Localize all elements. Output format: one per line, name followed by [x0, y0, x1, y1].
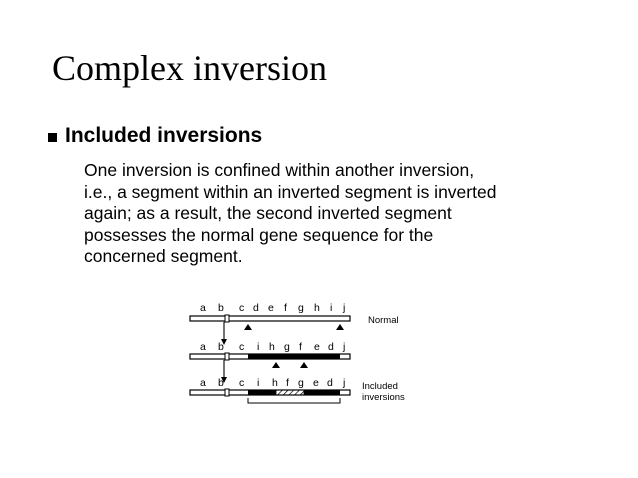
row-label-normal: Normal: [368, 315, 399, 326]
paragraph-line: concerned segment.: [84, 246, 243, 266]
centromere: [225, 389, 229, 396]
gene-label: e: [268, 302, 274, 314]
inverted-segment: [304, 390, 340, 395]
breakpoint-triangle: [336, 324, 344, 330]
inverted-segment: [248, 354, 340, 359]
gene-label: b: [218, 341, 224, 353]
row-label-included: [362, 381, 405, 403]
gene-label: f: [286, 377, 289, 389]
gene-label: j: [343, 377, 346, 389]
gene-label: g: [284, 341, 290, 353]
paragraph-line: i.e., a segment within an inverted segment is inverted: [84, 181, 497, 202]
gene-label: f: [284, 302, 287, 314]
gene-label: g: [298, 302, 304, 314]
breakpoint-triangle: [300, 362, 308, 368]
gene-label: c: [239, 341, 245, 353]
breakpoint-triangle: [244, 324, 252, 330]
square-bullet-icon: [48, 133, 57, 142]
chromosome-normal: [190, 302, 399, 345]
paragraph-line: One inversion is confined within another inversion,: [84, 160, 475, 180]
bracket-line: [248, 398, 340, 403]
bullet-item: [48, 124, 262, 148]
gene-label: g: [298, 377, 304, 389]
inversion-diagram: [180, 294, 440, 414]
inverted-segment: [248, 390, 276, 395]
gene-label: i: [257, 341, 260, 353]
gene-label: d: [328, 341, 334, 353]
reinverted-segment: [276, 390, 304, 395]
gene-label: d: [327, 377, 333, 389]
bullet-heading: Included inversions: [65, 124, 263, 147]
gene-label: a: [200, 341, 206, 353]
gene-label: j: [343, 341, 346, 353]
gene-label: e: [314, 341, 320, 353]
gene-label: b: [218, 377, 224, 389]
gene-label: h: [314, 302, 320, 314]
label-line: Included: [362, 381, 398, 392]
label-line: inversions: [362, 392, 405, 403]
slide-title: Complex inversion: [52, 48, 327, 88]
chromosome-bar: [190, 316, 350, 321]
gene-label: d: [253, 302, 259, 314]
gene-label: c: [239, 302, 245, 314]
chromosome-inverted: [190, 341, 350, 383]
gene-label: h: [269, 341, 275, 353]
gene-label: b: [218, 302, 224, 314]
gene-label: c: [239, 377, 245, 389]
gene-label: i: [330, 302, 333, 314]
gene-label: i: [257, 377, 260, 389]
centromere: [225, 315, 229, 322]
paragraph-line: again; as a result, the second inverted segment: [84, 203, 452, 223]
body-paragraph: [84, 160, 624, 268]
gene-label: a: [200, 302, 206, 314]
gene-label: a: [200, 377, 206, 389]
gene-label: h: [272, 377, 278, 389]
gene-label: e: [313, 377, 319, 389]
gene-label: f: [299, 341, 302, 353]
chromosome-included-inversion: [190, 377, 405, 403]
gene-label: j: [343, 302, 346, 314]
centromere: [225, 353, 229, 360]
paragraph-line: possesses the normal gene sequence for the: [84, 224, 434, 245]
breakpoint-triangle: [272, 362, 280, 368]
